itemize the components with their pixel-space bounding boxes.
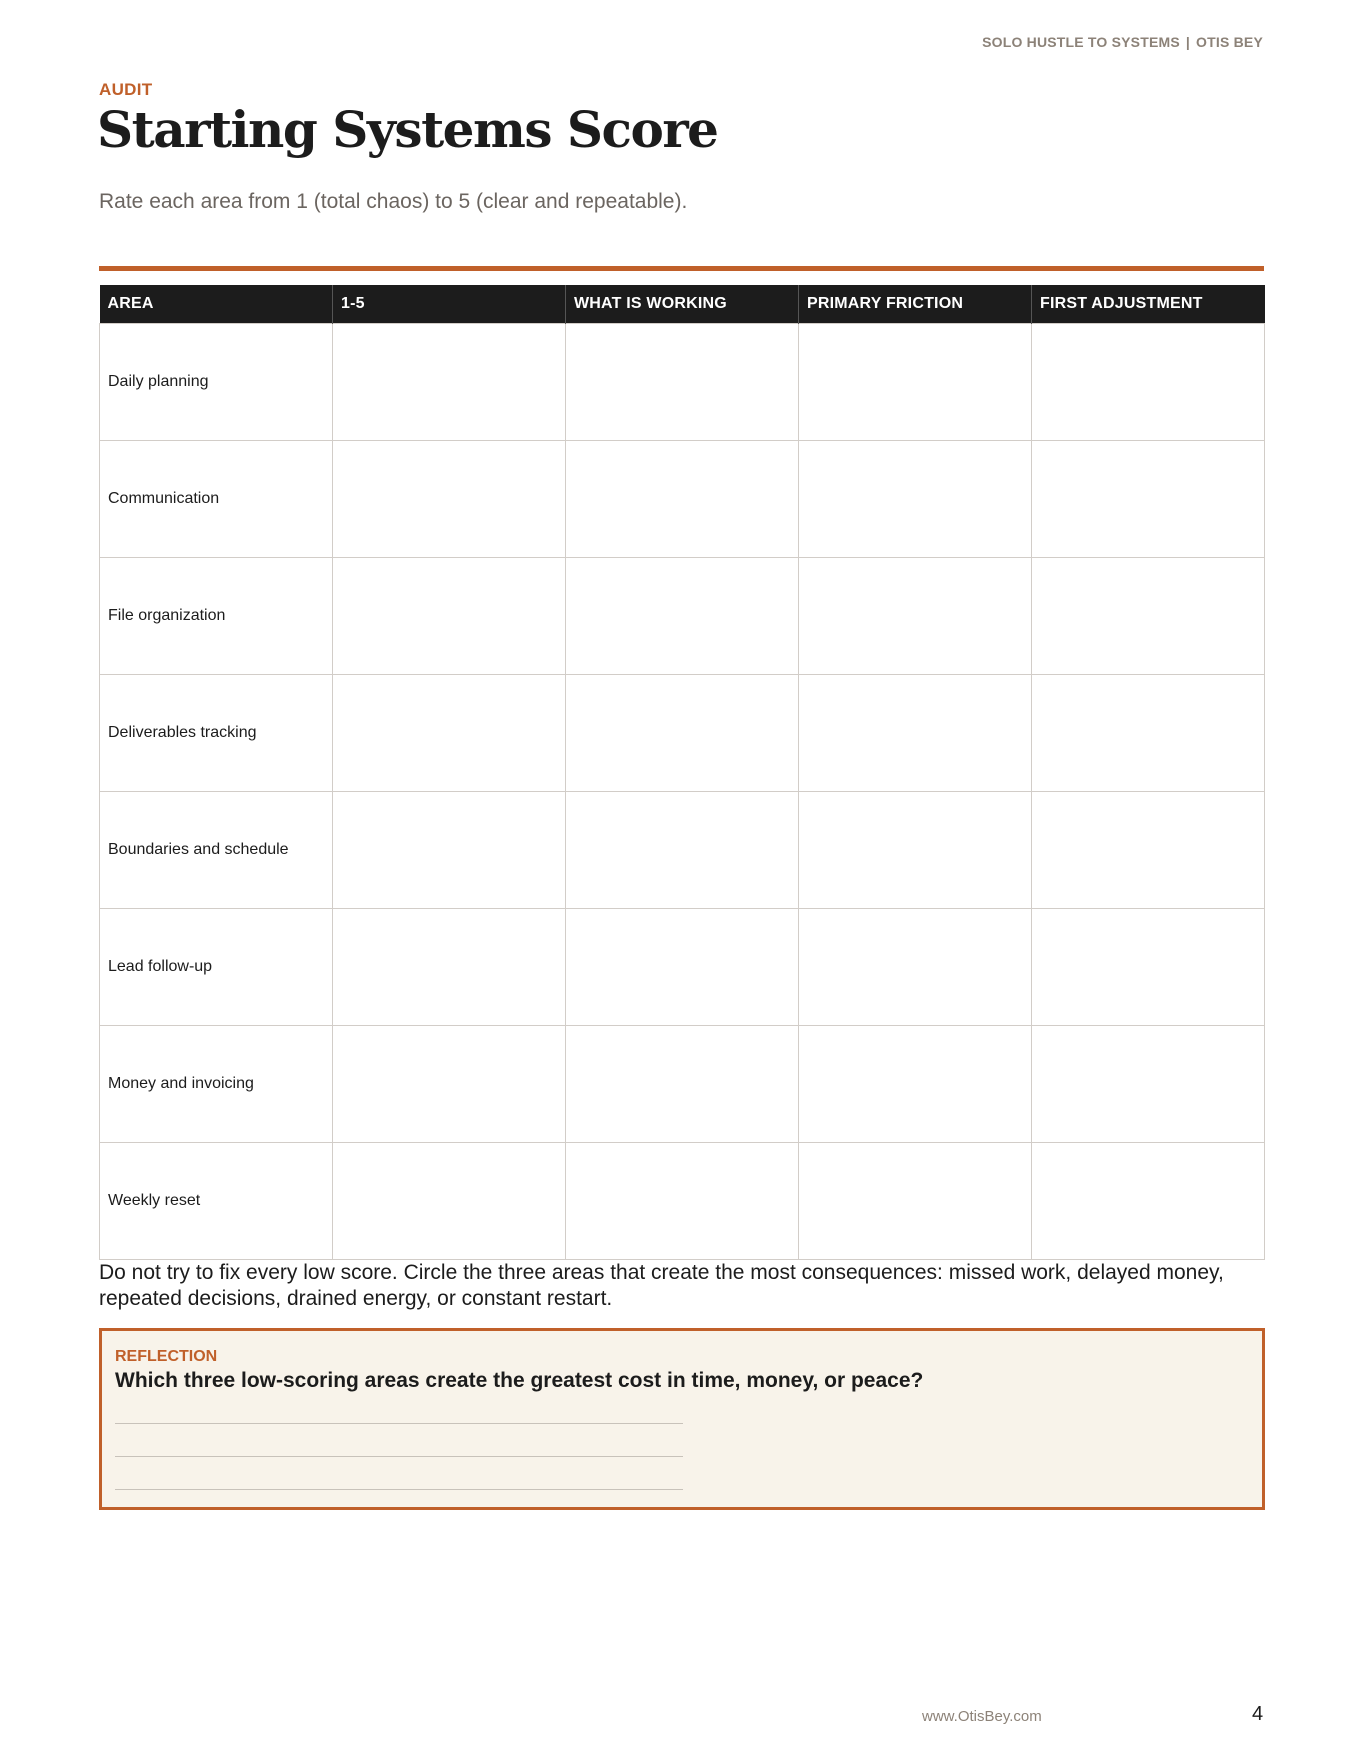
table-header-row — [100, 285, 1265, 324]
friction-cell[interactable] — [799, 441, 1032, 558]
area-cell: Deliverables tracking — [100, 675, 333, 792]
working-cell[interactable] — [566, 792, 799, 909]
working-cell[interactable] — [566, 1143, 799, 1260]
friction-cell[interactable] — [799, 558, 1032, 675]
working-cell[interactable] — [566, 675, 799, 792]
area-cell: Lead follow-up — [100, 909, 333, 1026]
page-subtitle: Rate each area from 1 (total chaos) to 5 (clear and repeatable). — [99, 190, 688, 213]
score-cell[interactable] — [333, 1143, 566, 1260]
area-cell: Weekly reset — [100, 1143, 333, 1260]
working-cell[interactable] — [566, 441, 799, 558]
friction-cell[interactable] — [799, 1143, 1032, 1260]
score-cell[interactable] — [333, 558, 566, 675]
column-header-adjustment: FIRST ADJUSTMENT — [1032, 285, 1265, 324]
area-cell: Daily planning — [100, 324, 333, 441]
table-row — [100, 792, 1265, 909]
adjustment-cell[interactable] — [1032, 1143, 1265, 1260]
score-cell[interactable] — [333, 909, 566, 1026]
score-cell[interactable] — [333, 324, 566, 441]
reflection-label: REFLECTION — [115, 1348, 218, 1365]
section-eyebrow: AUDIT — [99, 80, 153, 99]
adjustment-cell[interactable] — [1032, 792, 1265, 909]
friction-cell[interactable] — [799, 324, 1032, 441]
page-number: 4 — [1252, 1703, 1264, 1725]
answer-line[interactable] — [115, 1423, 683, 1424]
friction-cell[interactable] — [799, 909, 1032, 1026]
answer-line[interactable] — [115, 1489, 683, 1490]
table-row — [100, 324, 1265, 441]
column-header-working: WHAT IS WORKING — [566, 285, 799, 324]
instruction-note: Do not try to fix every low score. Circle the three areas that create the most consequences: missed work, delayed money, repeated decisions, drained energy, or constant restart. — [99, 1261, 1224, 1310]
column-header-area: AREA — [100, 285, 333, 324]
working-cell[interactable] — [566, 558, 799, 675]
friction-cell[interactable] — [799, 1026, 1032, 1143]
adjustment-cell[interactable] — [1032, 324, 1265, 441]
column-header-score: 1-5 — [333, 285, 566, 324]
accent-rule — [99, 266, 1264, 271]
area-cell: Money and invoicing — [100, 1026, 333, 1143]
friction-cell[interactable] — [799, 675, 1032, 792]
adjustment-cell[interactable] — [1032, 675, 1265, 792]
area-cell: Communication — [100, 441, 333, 558]
audit-table — [99, 285, 1265, 1260]
working-cell[interactable] — [566, 1026, 799, 1143]
table-row — [100, 441, 1265, 558]
answer-line[interactable] — [115, 1456, 683, 1457]
adjustment-cell[interactable] — [1032, 1026, 1265, 1143]
score-cell[interactable] — [333, 1026, 566, 1143]
working-cell[interactable] — [566, 324, 799, 441]
working-cell[interactable] — [566, 909, 799, 1026]
table-row — [100, 909, 1265, 1026]
series-title: SOLO HUSTLE TO SYSTEMS — [982, 34, 1180, 50]
friction-cell[interactable] — [799, 792, 1032, 909]
footer-url: www.OtisBey.com — [922, 1708, 1042, 1725]
score-cell[interactable] — [333, 792, 566, 909]
reflection-question: Which three low-scoring areas create the greatest cost in time, money, or peace? — [115, 1369, 924, 1392]
adjustment-cell[interactable] — [1032, 909, 1265, 1026]
adjustment-cell[interactable] — [1032, 558, 1265, 675]
header-separator: | — [1185, 34, 1191, 50]
table-row — [100, 1143, 1265, 1260]
table-row — [100, 558, 1265, 675]
table-row — [100, 1026, 1265, 1143]
column-header-friction: PRIMARY FRICTION — [799, 285, 1032, 324]
adjustment-cell[interactable] — [1032, 441, 1265, 558]
area-cell: Boundaries and schedule — [100, 792, 333, 909]
author-name: OTIS BEY — [1196, 34, 1263, 50]
area-cell: File organization — [100, 558, 333, 675]
reflection-box — [99, 1328, 1265, 1510]
table-row — [100, 675, 1265, 792]
running-header — [982, 34, 1263, 50]
score-cell[interactable] — [333, 675, 566, 792]
page-title: Starting Systems Score — [97, 100, 718, 159]
score-cell[interactable] — [333, 441, 566, 558]
